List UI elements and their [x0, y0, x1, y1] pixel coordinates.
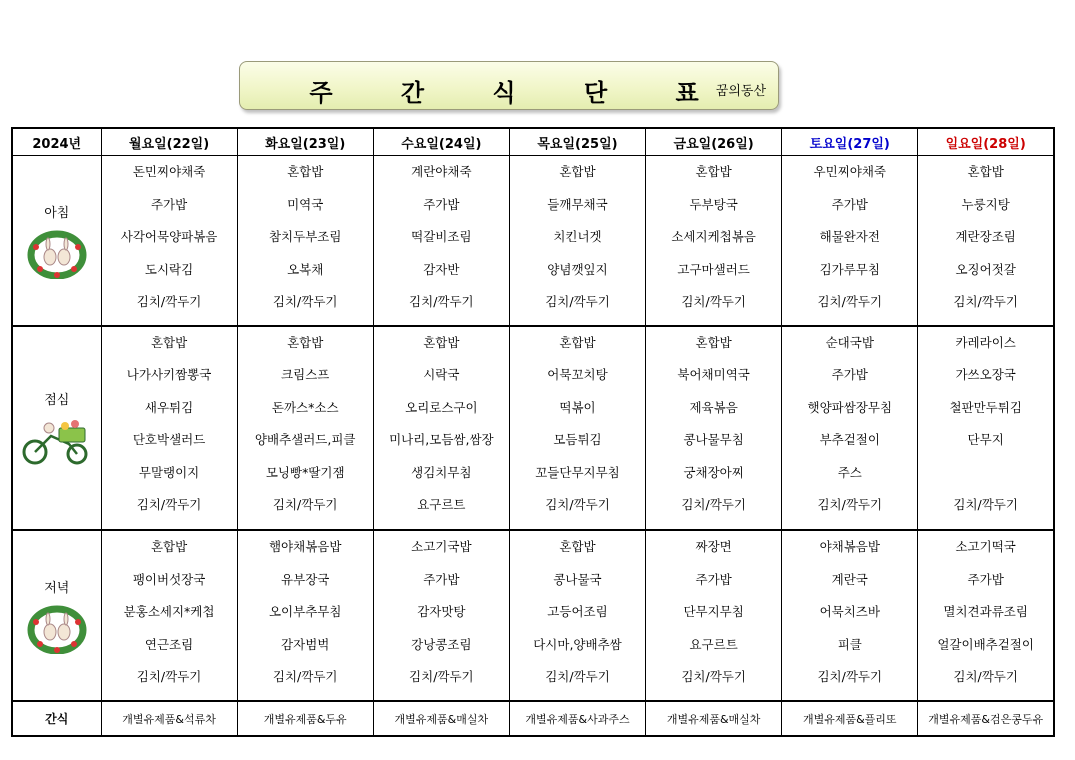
menu-item: 혼합밥: [695, 164, 732, 179]
menu-item: 혼합밥: [559, 539, 596, 555]
page-subtitle: 꿈의동산: [715, 84, 766, 99]
menu-item: 콩나물국: [553, 571, 602, 587]
menu-item: 요구르트: [417, 497, 466, 513]
menu-item: 카레라이스: [955, 334, 1016, 350]
menu-item: 모닝빵*딸기잼: [265, 464, 345, 480]
menu-item: 혼합밥: [559, 334, 596, 350]
menu-item: 김치/깍두기: [409, 669, 474, 685]
menu-item: 김치/깍두기: [681, 294, 746, 309]
header-row: [12, 128, 1054, 156]
menu-item: 해물완자전: [819, 229, 880, 244]
menu-item: 혼합밥: [967, 164, 1004, 179]
menu-cell: [101, 156, 237, 326]
menu-cell: [646, 156, 782, 326]
page-title: 주 간 식 단 표: [309, 79, 729, 107]
menu-cell: [509, 156, 645, 326]
menu-cell: [101, 326, 237, 530]
menu-item: 요구르트: [689, 636, 738, 652]
menu-item: 주가밥: [831, 367, 868, 383]
menu-item: 햇양파쌈장무침: [807, 399, 893, 415]
menu-item: 김치/깍두기: [817, 294, 883, 309]
menu-item: 꼬들단무지무침: [535, 464, 620, 480]
menu-item: 제육볶음: [689, 399, 738, 415]
menu-item: 김치/깍두기: [953, 294, 1018, 309]
menu-item: 주가밥: [967, 571, 1004, 587]
menu-item: 연근조림: [144, 636, 194, 652]
menu-item: 북어채미역국: [677, 367, 750, 383]
menu-cell: [646, 326, 782, 530]
menu-cell: [782, 530, 918, 701]
menu-item: 강낭콩조림: [411, 636, 472, 652]
meal-row-1: [12, 326, 1054, 530]
menu-item: 야채볶음밥: [819, 539, 880, 555]
menu-item: 피클: [837, 636, 862, 652]
menu-item: 철판만두튀김: [949, 399, 1022, 415]
menu-item: 가쓰오장국: [955, 367, 1016, 383]
bunny-wreath-icon: [26, 602, 88, 654]
day-header: 월요일(22일): [101, 128, 237, 156]
menu-item: 주가밥: [150, 196, 188, 212]
menu-item: 고등어조림: [547, 604, 608, 620]
menu-cell: [373, 326, 509, 530]
meal-row-2: [12, 530, 1054, 701]
snack-cell: 개별유제품&매실차: [646, 701, 782, 736]
menu-item: 떡갈비조림: [411, 229, 472, 244]
menu-item: 계란야채죽: [411, 164, 472, 179]
menu-item: 감자반: [423, 261, 460, 277]
menu-item: 단무지: [967, 432, 1004, 448]
menu-cell: [373, 156, 509, 326]
menu-item: 김치/깍두기: [409, 294, 474, 309]
menu-cell: [646, 530, 782, 701]
snack-cell: 개별유제품&매실차: [373, 701, 509, 736]
menu-item: 김치/깍두기: [272, 497, 338, 513]
day-header-sunday: 일요일(28일): [918, 128, 1054, 156]
menu-item: 단무지무침: [683, 604, 744, 620]
meal-label-cell: [12, 156, 101, 326]
meal-label: 저녁: [44, 581, 70, 597]
menu-item: 소세지케첩볶음: [671, 229, 756, 244]
menu-item: 김치/깍두기: [272, 294, 338, 309]
menu-item: 고구마샐러드: [677, 261, 750, 277]
menu-item: 오복채: [287, 261, 324, 277]
menu-item: 김치/깍두기: [681, 497, 746, 513]
menu-item: 단호박샐러드: [132, 432, 206, 448]
day-header: 화요일(23일): [237, 128, 373, 156]
menu-item: 햄야채볶음밥: [268, 539, 342, 555]
menu-item: 멸치견과류조림: [943, 604, 1028, 620]
snack-cell: 개별유제품&두유: [237, 701, 373, 736]
menu-item: 어묵꼬치탕: [547, 367, 608, 383]
menu-item: 크림스프: [281, 367, 330, 383]
menu-cell: [237, 530, 373, 701]
menu-item: 궁채장아찌: [683, 464, 744, 480]
menu-item: 주가밥: [423, 196, 460, 212]
menu-item: 우민찌야채죽: [813, 164, 886, 179]
menu-item: 도시락김: [144, 261, 194, 277]
menu-item: 새우튀김: [144, 399, 194, 415]
menu-cell: [918, 156, 1054, 326]
menu-item: 팽이버섯장국: [132, 571, 206, 587]
menu-item: 김치/깍두기: [545, 497, 610, 513]
menu-cell: [373, 530, 509, 701]
meal-row-0: [12, 156, 1054, 326]
menu-item: 나가사키짬뽕국: [126, 367, 212, 383]
menu-item: 김치/깍두기: [545, 294, 610, 309]
snack-row: [12, 701, 1054, 736]
menu-item: 김치/깍두기: [136, 497, 202, 513]
year-cell: 2024년: [12, 128, 101, 156]
menu-item: 짜장면: [695, 539, 732, 555]
menu-cell: [918, 326, 1054, 530]
meal-label-cell: [12, 326, 101, 530]
weekly-menu-table: [11, 127, 1055, 737]
day-header: 목요일(25일): [509, 128, 645, 156]
menu-item: 부추겉절이: [819, 432, 880, 448]
snack-label: 간식: [12, 701, 101, 736]
menu-item: 유부장국: [281, 571, 330, 587]
menu-cell: [782, 326, 918, 530]
meal-label: 아침: [44, 205, 70, 221]
menu-item: 미나리,모듬쌈,쌈장: [389, 432, 494, 448]
snack-cell: 개별유제품&사과주스: [509, 701, 645, 736]
menu-item: 혼합밥: [287, 334, 324, 350]
menu-item: 혼합밥: [150, 539, 188, 555]
menu-item: 김치/깍두기: [136, 294, 202, 309]
menu-cell: [237, 326, 373, 530]
menu-item: 들깨무채국: [547, 196, 608, 212]
menu-item: 오리로스구이: [405, 399, 478, 415]
menu-item: 김치/깍두기: [953, 669, 1018, 685]
menu-item: 생김치무침: [411, 464, 472, 480]
menu-item: 혼합밥: [423, 334, 460, 350]
menu-cell: [101, 530, 237, 701]
menu-item: 양념깻잎지: [547, 261, 608, 277]
menu-item: 오이부추무침: [268, 604, 342, 620]
snack-cell: 개별유제품&석류차: [101, 701, 237, 736]
menu-item: 계란국: [831, 571, 868, 587]
menu-item: 돈민찌야채죽: [132, 164, 206, 179]
menu-item: 무말랭이지: [138, 464, 200, 480]
menu-item: 김치/깍두기: [545, 669, 610, 685]
day-header: 수요일(24일): [373, 128, 509, 156]
menu-item: 김치/깍두기: [136, 669, 202, 685]
menu-item: 김치/깍두기: [817, 497, 883, 513]
title-box: [239, 61, 779, 110]
menu-item: 소고기국밥: [411, 539, 472, 555]
menu-item: 계란장조림: [955, 229, 1016, 244]
menu-item: 양배추샐러드,피클: [254, 432, 356, 448]
menu-item: 혼합밥: [150, 334, 188, 350]
menu-cell: [782, 156, 918, 326]
day-header: 금요일(26일): [646, 128, 782, 156]
menu-item: 치킨너겟: [553, 229, 602, 244]
bicycle-cart-icon: [21, 414, 93, 466]
menu-item: 김치/깍두기: [272, 669, 338, 685]
snack-cell: 개별유제품&플리또: [782, 701, 918, 736]
menu-cell: [509, 326, 645, 530]
meal-label-cell: [12, 530, 101, 701]
menu-item: 두부탕국: [689, 196, 738, 212]
menu-item: 혼합밥: [559, 164, 596, 179]
menu-item: 오징어젓갈: [955, 261, 1016, 277]
menu-item: [918, 457, 1053, 490]
menu-item: 주가밥: [695, 571, 732, 587]
menu-item: 모듬튀김: [553, 432, 602, 448]
snack-cell: 개별유제품&검은콩두유: [918, 701, 1054, 736]
menu-item: 얼갈이배추겉절이: [937, 636, 1034, 652]
menu-item: 혼합밥: [695, 334, 732, 350]
menu-item: 감자맛탕: [417, 604, 466, 620]
menu-item: 누룽지탕: [961, 196, 1010, 212]
menu-item: 감자범벅: [281, 636, 330, 652]
meal-label: 점심: [44, 393, 70, 409]
bunny-wreath-icon: [26, 227, 88, 279]
menu-item: 사각어묵양파볶음: [120, 229, 218, 244]
menu-cell: [237, 156, 373, 326]
menu-cell: [509, 530, 645, 701]
menu-item: 어묵치즈바: [819, 604, 880, 620]
menu-item: 주스: [837, 464, 862, 480]
menu-item: 김가루무침: [819, 261, 880, 277]
menu-item: 소고기떡국: [955, 539, 1016, 555]
menu-item: 주가밥: [423, 571, 460, 587]
menu-item: 김치/깍두기: [953, 497, 1018, 513]
menu-item: 김치/깍두기: [817, 669, 883, 685]
menu-item: 순대국밥: [825, 334, 874, 350]
menu-item: 분홍소세지*케첩: [123, 604, 215, 620]
menu-item: 콩나물무침: [683, 432, 744, 448]
menu-item: 참치두부조림: [268, 229, 342, 244]
menu-item: 혼합밥: [287, 164, 324, 179]
menu-item: 다시마,양배추쌈: [533, 636, 622, 652]
menu-item: 돈까스*소스: [271, 399, 339, 415]
menu-item: 미역국: [287, 196, 324, 212]
menu-cell: [918, 530, 1054, 701]
menu-item: 시락국: [423, 367, 460, 383]
menu-item: 김치/깍두기: [681, 669, 746, 685]
menu-item: 주가밥: [831, 196, 868, 212]
menu-item: 떡볶이: [559, 399, 596, 415]
day-header-saturday: 토요일(27일): [782, 128, 918, 156]
